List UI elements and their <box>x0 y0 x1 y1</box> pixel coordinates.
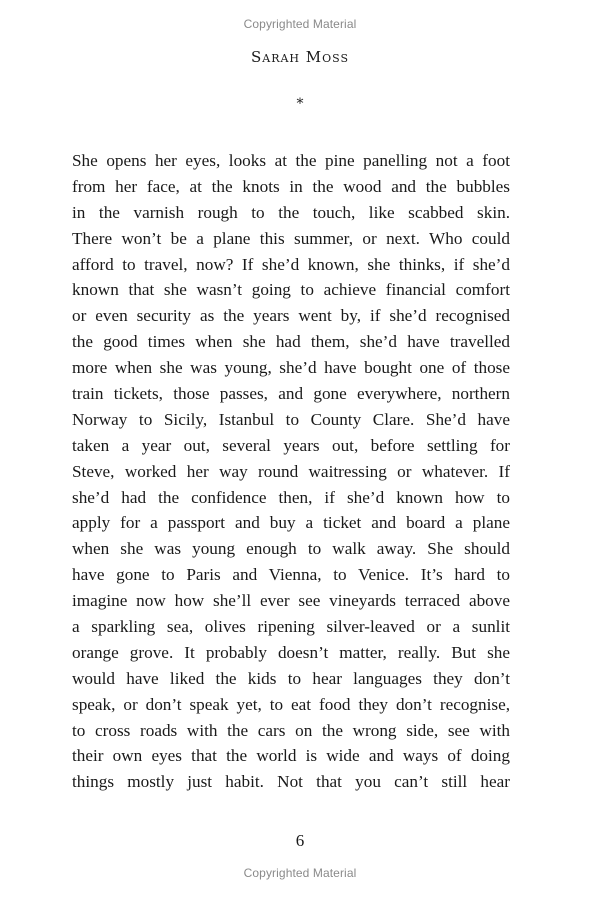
text-line: train tickets, those passes, and gone everywhere, northern <box>72 384 510 404</box>
text-line: she’d had the confidence then, if she’d known how to <box>72 487 510 507</box>
body-paragraph <box>72 148 510 795</box>
text-line: She opens her eyes, looks at the pine panelling not a foot <box>72 151 510 170</box>
text-line: Norway to Sicily, Istanbul to County Clare. She’d have <box>72 409 510 429</box>
text-line: their own eyes that the world is wide and ways of doing <box>72 746 510 766</box>
page-number: 6 <box>295 831 305 850</box>
text-line: in the varnish rough to the touch, like scabbed skin. <box>72 202 510 222</box>
text-line: orange grove. It probably doesn’t matter, really. But she <box>72 642 510 662</box>
text-line: speak, or don’t speak yet, to eat food they don’t recognise, <box>72 694 510 714</box>
text-line: a sparkling sea, olives ripening silver-leaved or a sunlit <box>72 617 510 637</box>
text-line: known that she wasn’t going to achieve financial comfort <box>72 280 510 300</box>
text-line: would have liked the kids to hear languages they don’t <box>72 668 510 688</box>
text-line: afford to travel, now? If she’d known, she thinks, if she’d <box>72 254 510 274</box>
text-line: things mostly just habit. Not that you can’t still hear <box>72 772 510 792</box>
copyright-watermark-top: Copyrighted Material <box>243 17 357 31</box>
text-line: taken a year out, several years out, before settling for <box>72 435 510 455</box>
copyright-watermark-bottom: Copyrighted Material <box>243 866 357 880</box>
text-line: more when she was young, she’d have bought one of those <box>72 358 510 378</box>
text-line: There won’t be a plane this summer, or next. Who could <box>72 228 510 248</box>
text-line: or even security as the years went by, if she’d recognised <box>72 306 510 326</box>
running-head-author: Sarah Moss <box>250 48 350 66</box>
text-line: when she was young enough to walk away. She should <box>72 539 510 559</box>
section-break-asterisk: * <box>296 96 304 112</box>
text-line: Steve, worked her way round waitressing or whatever. If <box>72 461 510 481</box>
text-line: from her face, at the knots in the wood and the bubbles <box>72 176 510 196</box>
text-line: to cross roads with the cars on the wrong side, see with <box>72 720 510 740</box>
text-line: apply for a passport and buy a ticket and board a plane <box>72 513 510 533</box>
text-line: have gone to Paris and Vienna, to Venice. It’s hard to <box>72 565 510 585</box>
text-line: the good times when she had them, she’d have travelled <box>72 332 510 352</box>
text-line: imagine now how she’ll ever see vineyards terraced above <box>72 591 510 611</box>
